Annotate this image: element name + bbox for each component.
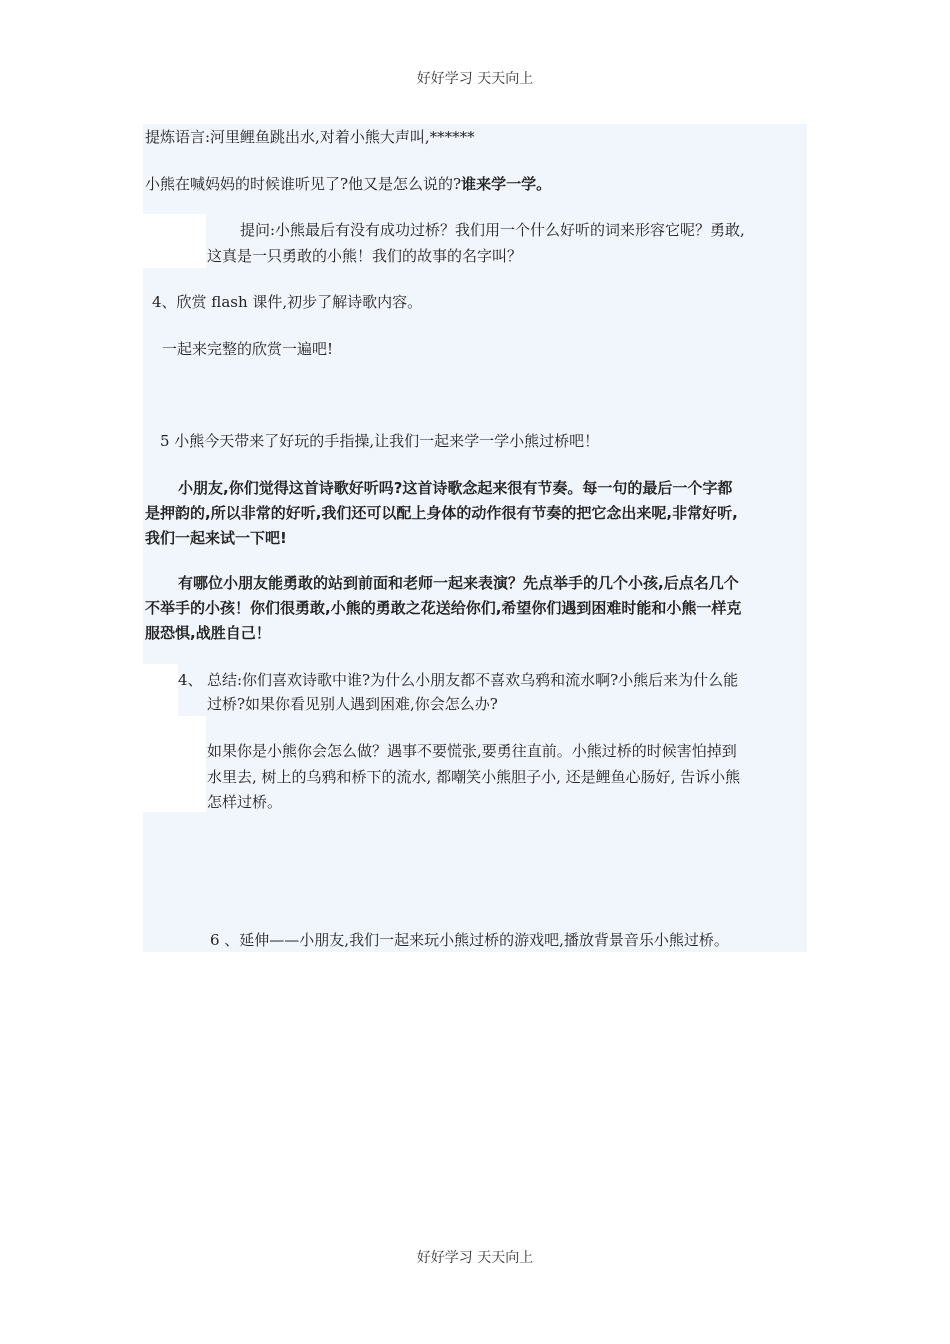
paragraph-summary-line-1: 总结:你们喜欢诗歌中谁?为什么小朋友都不喜欢乌鸦和流水啊?小熊后来为什么能 <box>207 671 739 689</box>
shade-indent-3 <box>206 716 807 812</box>
paragraph-if-bear-line-3: 怎样过桥。 <box>207 793 283 811</box>
paragraph-refine-language: 提炼语言:河里鲤鱼跳出水,对着小熊大声叫,****** <box>145 128 475 146</box>
page-footer: 好好学习 天天向上 <box>416 1250 534 1266</box>
who-heard-question: 小熊在喊妈妈的时候谁听见了?他又是怎么说的? <box>145 175 462 193</box>
paragraph-perform-line-1: 有哪位小朋友能勇敢的站到前面和老师一起来表演？先点举手的几个小孩,后点名几个 <box>178 574 739 592</box>
paragraph-if-bear-line-1: 如果你是小熊你会怎么做？遇事不要慌张,要勇往直前。小熊过桥的时候害怕掉到 <box>207 742 737 760</box>
paragraph-step-5-finger: 5 小熊今天带来了好玩的手指操,让我们一起来学一学小熊过桥吧！ <box>160 432 600 450</box>
paragraph-perform-line-3: 服恐惧,战胜自己！ <box>145 624 271 642</box>
who-heard-bold: 谁来学一学。 <box>461 175 552 193</box>
summary-number: 4、 <box>178 671 203 689</box>
paragraph-poem-line-3: 我们一起来试一下吧! <box>145 529 287 547</box>
paragraph-poem-line-1: 小朋友,你们觉得这首诗歌好听吗?这首诗歌念起来很有节奏。每一句的最后一个字都 <box>178 479 733 497</box>
paragraph-enjoy-together: 一起来完整的欣赏一遍吧! <box>162 340 334 358</box>
paragraph-if-bear-line-2: 水里去, 树上的乌鸦和桥下的流水, 都嘲笑小熊胆子小, 还是鲤鱼心肠好, 告诉小熊 <box>207 768 741 786</box>
paragraph-who-heard <box>145 174 551 194</box>
page-header: 好好学习 天天向上 <box>416 71 534 87</box>
paragraph-summary-line-2: 过桥?如果你看见别人遇到困难,你会怎么办? <box>207 695 498 713</box>
paragraph-question-line-2: 这真是一只勇敢的小熊！我们的故事的名字叫？ <box>207 247 523 265</box>
paragraph-perform-line-2: 不举手的小孩！你们很勇敢,小熊的勇敢之花送给你们,希望你们遇到困难时能和小熊一样克 <box>145 599 742 617</box>
paragraph-poem-line-2: 是押韵的,所以非常的好听,我们还可以配上身体的动作很有节奏的把它念出来呢,非常好听, <box>145 504 738 522</box>
paragraph-step-4-flash: 4、欣赏 flash 课件,初步了解诗歌内容。 <box>152 293 423 311</box>
paragraph-step-6-extend: 6 、延伸——小朋友,我们一起来玩小熊过桥的游戏吧,播放背景音乐小熊过桥。 <box>210 931 729 949</box>
paragraph-question-line-1: 提问:小熊最后有没有成功过桥？我们用一个什么好听的词来形容它呢？勇敢, <box>240 221 745 239</box>
